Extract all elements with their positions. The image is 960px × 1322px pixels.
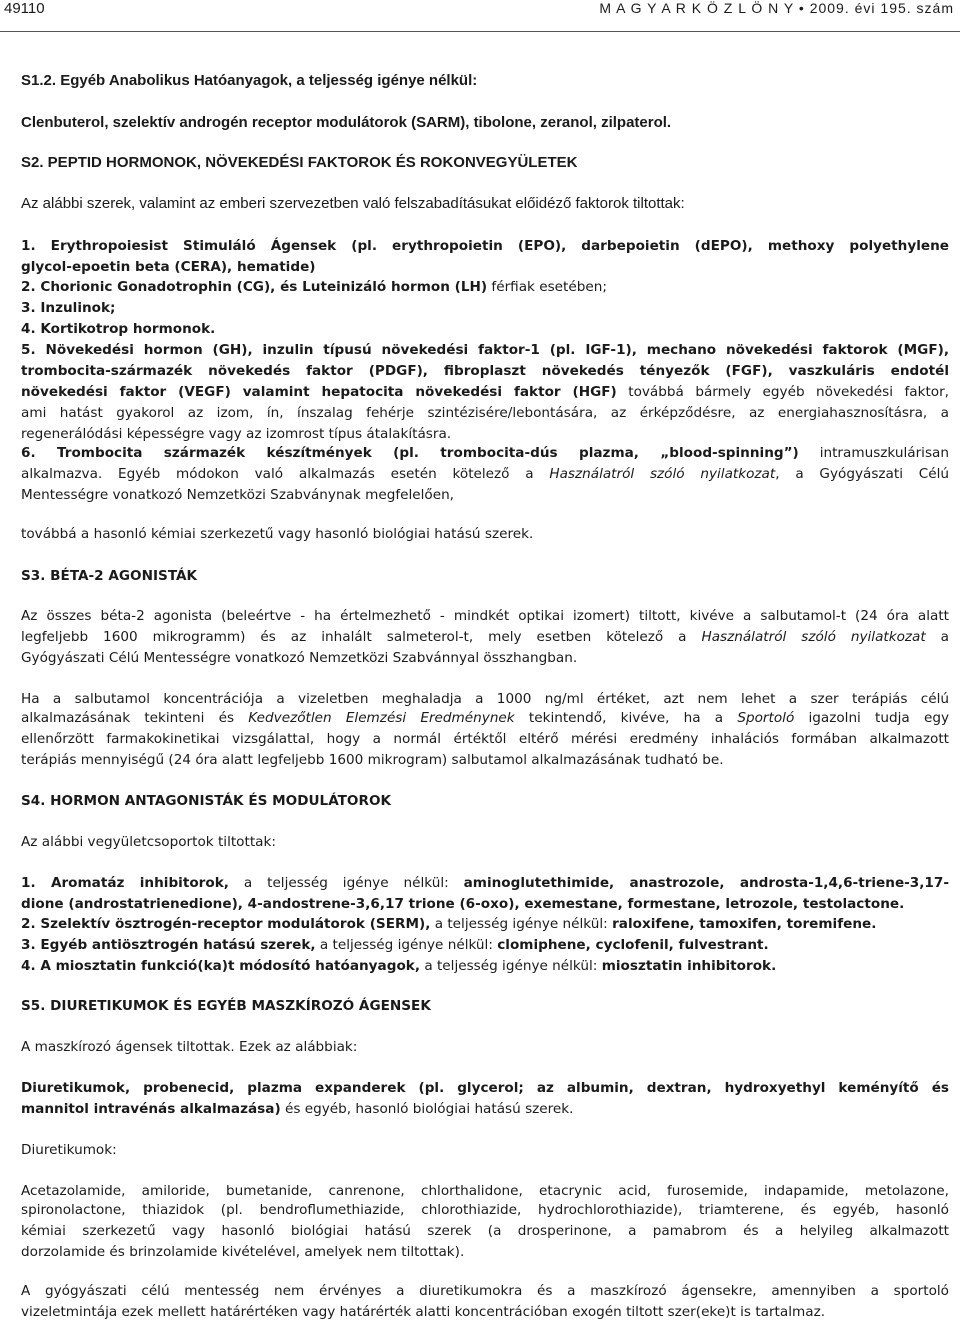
s3-p1-italic: Használatról szóló nyilatkozat [701,629,926,645]
item6-post: , a Gyógyászati Célú [775,466,949,482]
s4-heading: S4. HORMON ANTAGONISTÁK ÉS MODULÁTOROK [21,793,392,809]
s5-diuretics-line3: kémiai szerkezetű vagy hasonló biológiai hatású szerek (a drosperinone, a pamabrom és a helyileg alkalmazott [21,1223,949,1239]
s4-i1-bold1: 1. Aromatáz inhibitorok, [21,875,229,891]
page-header [0,0,960,34]
s2-item5-line5: regenerálódási képességre vagy az izomrost típus átalakításra. [21,426,452,442]
s5-p1-bold: mannitol intravénás alkalmazása) [21,1101,281,1117]
s4-i4-bold1: 4. A miosztatin funkció(ka)t módosító hatóanyagok, [21,958,420,974]
s5-p1-rest: és egyéb, hasonló biológiai hatású szerek. [280,1101,574,1117]
s2-item1-line2: glycol-epoetin beta (CERA), hematide) [21,259,316,275]
s2-item2 [21,277,949,297]
item2-rest: férfiak esetében; [487,279,607,295]
s3-p2-pre: alkalmazásának tekinteni és [21,710,249,726]
s3-p1-line2 [21,627,949,647]
s5-heading: S5. DIURETIKUMOK ÉS EGYÉB MASZKÍROZÓ ÁGENSEK [21,998,431,1014]
s4-i3-mid: a teljesség igénye nélkül: [315,937,498,953]
s2-item6-line2 [21,464,949,484]
s5-footer-line2: vizeletmintája ezek mellett határértéken vagy határérték alatti koncentrációban exogén tiltott szer(eke)t is tartalmaz. [21,1304,826,1320]
s2-item6-line3: Mentességre vonatkozó Nemzetközi Szabványnak megfelelően, [21,487,455,503]
item6-pre: alkalmazva. Egyéb módokon való alkalmazás esetén kötelező a [21,466,550,482]
s2-item6-line1 [21,443,949,463]
s4-item1-line2: dione (androstatrienedione), 4-andostrene-3,6,17 trione (6-oxo), exemestane, formestane, letrozole, testolactone. [21,896,905,912]
s3-p1-line1: Az összes béta-2 agonista (beleértve - ha értelmezhető - mindkét optikai izomert) tiltott, kivéve a salbutamol-t (24 óra alatt [21,608,949,624]
journal-name: M A G Y A R K Ö Z L Ö N Y [599,0,795,16]
s2-item5-line1: 5. Növekedési hormon (GH), inzulin típusú növekedési faktor-1 (pl. IGF-1), mechano növekedési faktorok (MGF), [21,342,949,358]
s5-intro: A maszkírozó ágensek tiltottak. Ezek az alábbiak: [21,1039,358,1055]
s2-item5-line2: trombocita-származék növekedés faktor (PDGF), fibroplaszt növekedés tényezők (FGF), vaszkuláris endotél [21,363,949,379]
s4-i4-mid: a teljesség igénye nélkül: [420,958,602,974]
header-rule [0,31,960,32]
s4-item1-line1 [21,873,949,893]
s3-p2-post: igazolni tudja egy [794,710,949,726]
item5-rest: továbbá bármely egyéb növekedési faktor, [616,384,950,400]
s3-p1-line3: Gyógyászati Célú Mentességre vonatkozó Nemzetközi Szabvánnyal összhangban. [21,650,578,666]
s2-item3: 3. Inzulinok; [21,300,116,316]
item6-bold: 6. Trombocita származék készítmények (pl. trombocita-dús plazma, „blood-spinning”) [21,445,799,461]
s2-heading: S2. PEPTID HORMONOK, NÖVEKEDÉSI FAKTOROK ÉS ROKONVEGYÜLETEK [21,154,578,171]
s3-p2-mid: tekintendő, kivéve, ha a [514,710,738,726]
s4-i3-bold1: 3. Egyéb antiösztrogén hatású szerek, [21,937,316,953]
s3-heading: S3. BÉTA-2 AGONISTÁK [21,568,198,584]
item2-bold: 2. Chorionic Gonadotrophin (CG), és Luteinizáló hormon (LH) [21,279,488,295]
s3-p2-line1: Ha a salbutamol koncentrációja a vizeletben meghaladja a 1000 ng/ml értéket, azt nem lehet a szer terápiás célú [21,691,949,707]
s3-p2-italic2: Sportoló [737,710,795,726]
page-number: 49110 [4,0,45,17]
item5-bold: növekedési faktor (VEGF) valamint hepatocita növekedési faktor (HGF) [21,384,617,400]
s3-p2-line4: terápiás mennyiségű (24 óra alatt legfeljebb 1600 mikrogram) salbutamol alkalmazásának tudható be. [21,752,724,768]
s5-diuretics-line2: spironolactone, thiazidok (pl. bendroflumethiazide, chlorothiazide, hydrochlorothiazide), triamterene, és egyéb, hasonló [21,1202,949,1218]
s4-i1-mid: a teljesség igénye nélkül: [228,875,464,891]
s4-i1-bold2: aminoglutethimide, anastrozole, androsta-1,4,6-triene-3,17- [463,875,949,891]
item6-italic: Használatról szóló nyilatkozat [549,466,776,482]
s4-i2-bold2: raloxifene, tamoxifen, toremifene. [612,916,877,932]
s4-item4 [21,956,949,976]
s4-i4-bold2: miosztatin inhibitorok. [601,958,777,974]
issue-label: 2009. évi 195. szám [809,0,954,16]
s5-footer-line1: A gyógyászati célú mentesség nem érvényes a diuretikumokra és a maszkírozó ágensekre, amennyiben a sportoló [21,1283,949,1299]
s5-diuretics-label: Diuretikumok: [21,1142,117,1158]
journal-title [599,0,954,16]
s3-p2-line3: ellenőrzött farmakokinetikai vizsgálattal, hogy a normál értéktől eltérő mérési eredmény inhalációs formában alkalmazott [21,731,949,747]
s2-item4: 4. Kortikotrop hormonok. [21,321,216,337]
s2-item5-line4: ami hatást gyakorol az izom, ín, ínszalag fehérje szintézisére/lebontására, az érképződésre, az energiahasznosításra, a [21,405,949,421]
s4-i3-bold2: clomiphene, cyclofenil, fulvestrant. [497,937,769,953]
s3-p1-post: a [925,629,950,645]
s5-p1-line1: Diuretikumok, probenecid, plazma expanderek (pl. glycerol; az albumin, dextran, hydroxyethyl keményítő és [21,1080,949,1096]
s2-item1-line1: 1. Erythropoiesist Stimuláló Ágensek (pl. erythropoietin (EPO), darbepoietin (dEPO), methoxy polyethylene [21,238,949,254]
s3-p1-pre: legfeljebb 1600 mikrogramm) és az inhalált salmeterol-t, mely esetben kötelező a [21,629,702,645]
s2-item5-line3 [21,382,949,402]
s5-p1-line2 [21,1099,949,1119]
s4-item3 [21,935,949,955]
s4-i2-mid: a teljesség igénye nélkül: [430,916,613,932]
s2-closing: továbbá a hasonló kémiai szerkezetű vagy hasonló biológiai hatású szerek. [21,526,534,542]
s12-heading: S1.2. Egyéb Anabolikus Hatóanyagok, a teljesség igénye nélkül: [21,72,478,89]
s5-diuretics-line4: dorzolamide és brinzolamide kivételével, amelyek nem tiltottak). [21,1244,465,1260]
bullet-separator: • [798,0,805,16]
s4-intro: Az alábbi vegyületcsoportok tiltottak: [21,834,276,850]
s5-diuretics-line1: Acetazolamide, amiloride, bumetanide, canrenone, chlorthalidone, etacrynic acid, furosemide, indapamide, metolazone, [21,1183,949,1199]
s3-p2-line2 [21,708,949,728]
s4-item2 [21,914,949,934]
s3-p2-italic1: Kedvezőtlen Elemzési Eredménynek [248,710,515,726]
item6-rest: intramuszkulárisan [798,445,949,461]
s4-i2-bold1: 2. Szelektív ösztrogén-receptor modulátorok (SERM), [21,916,431,932]
s12-text: Clenbuterol, szelektív androgén receptor modulátorok (SARM), tibolone, zeranol, zilpaterol. [21,114,672,131]
s2-intro: Az alábbi szerek, valamint az emberi szervezetben való felszabadításukat előidéző faktorok tiltottak: [21,195,685,212]
